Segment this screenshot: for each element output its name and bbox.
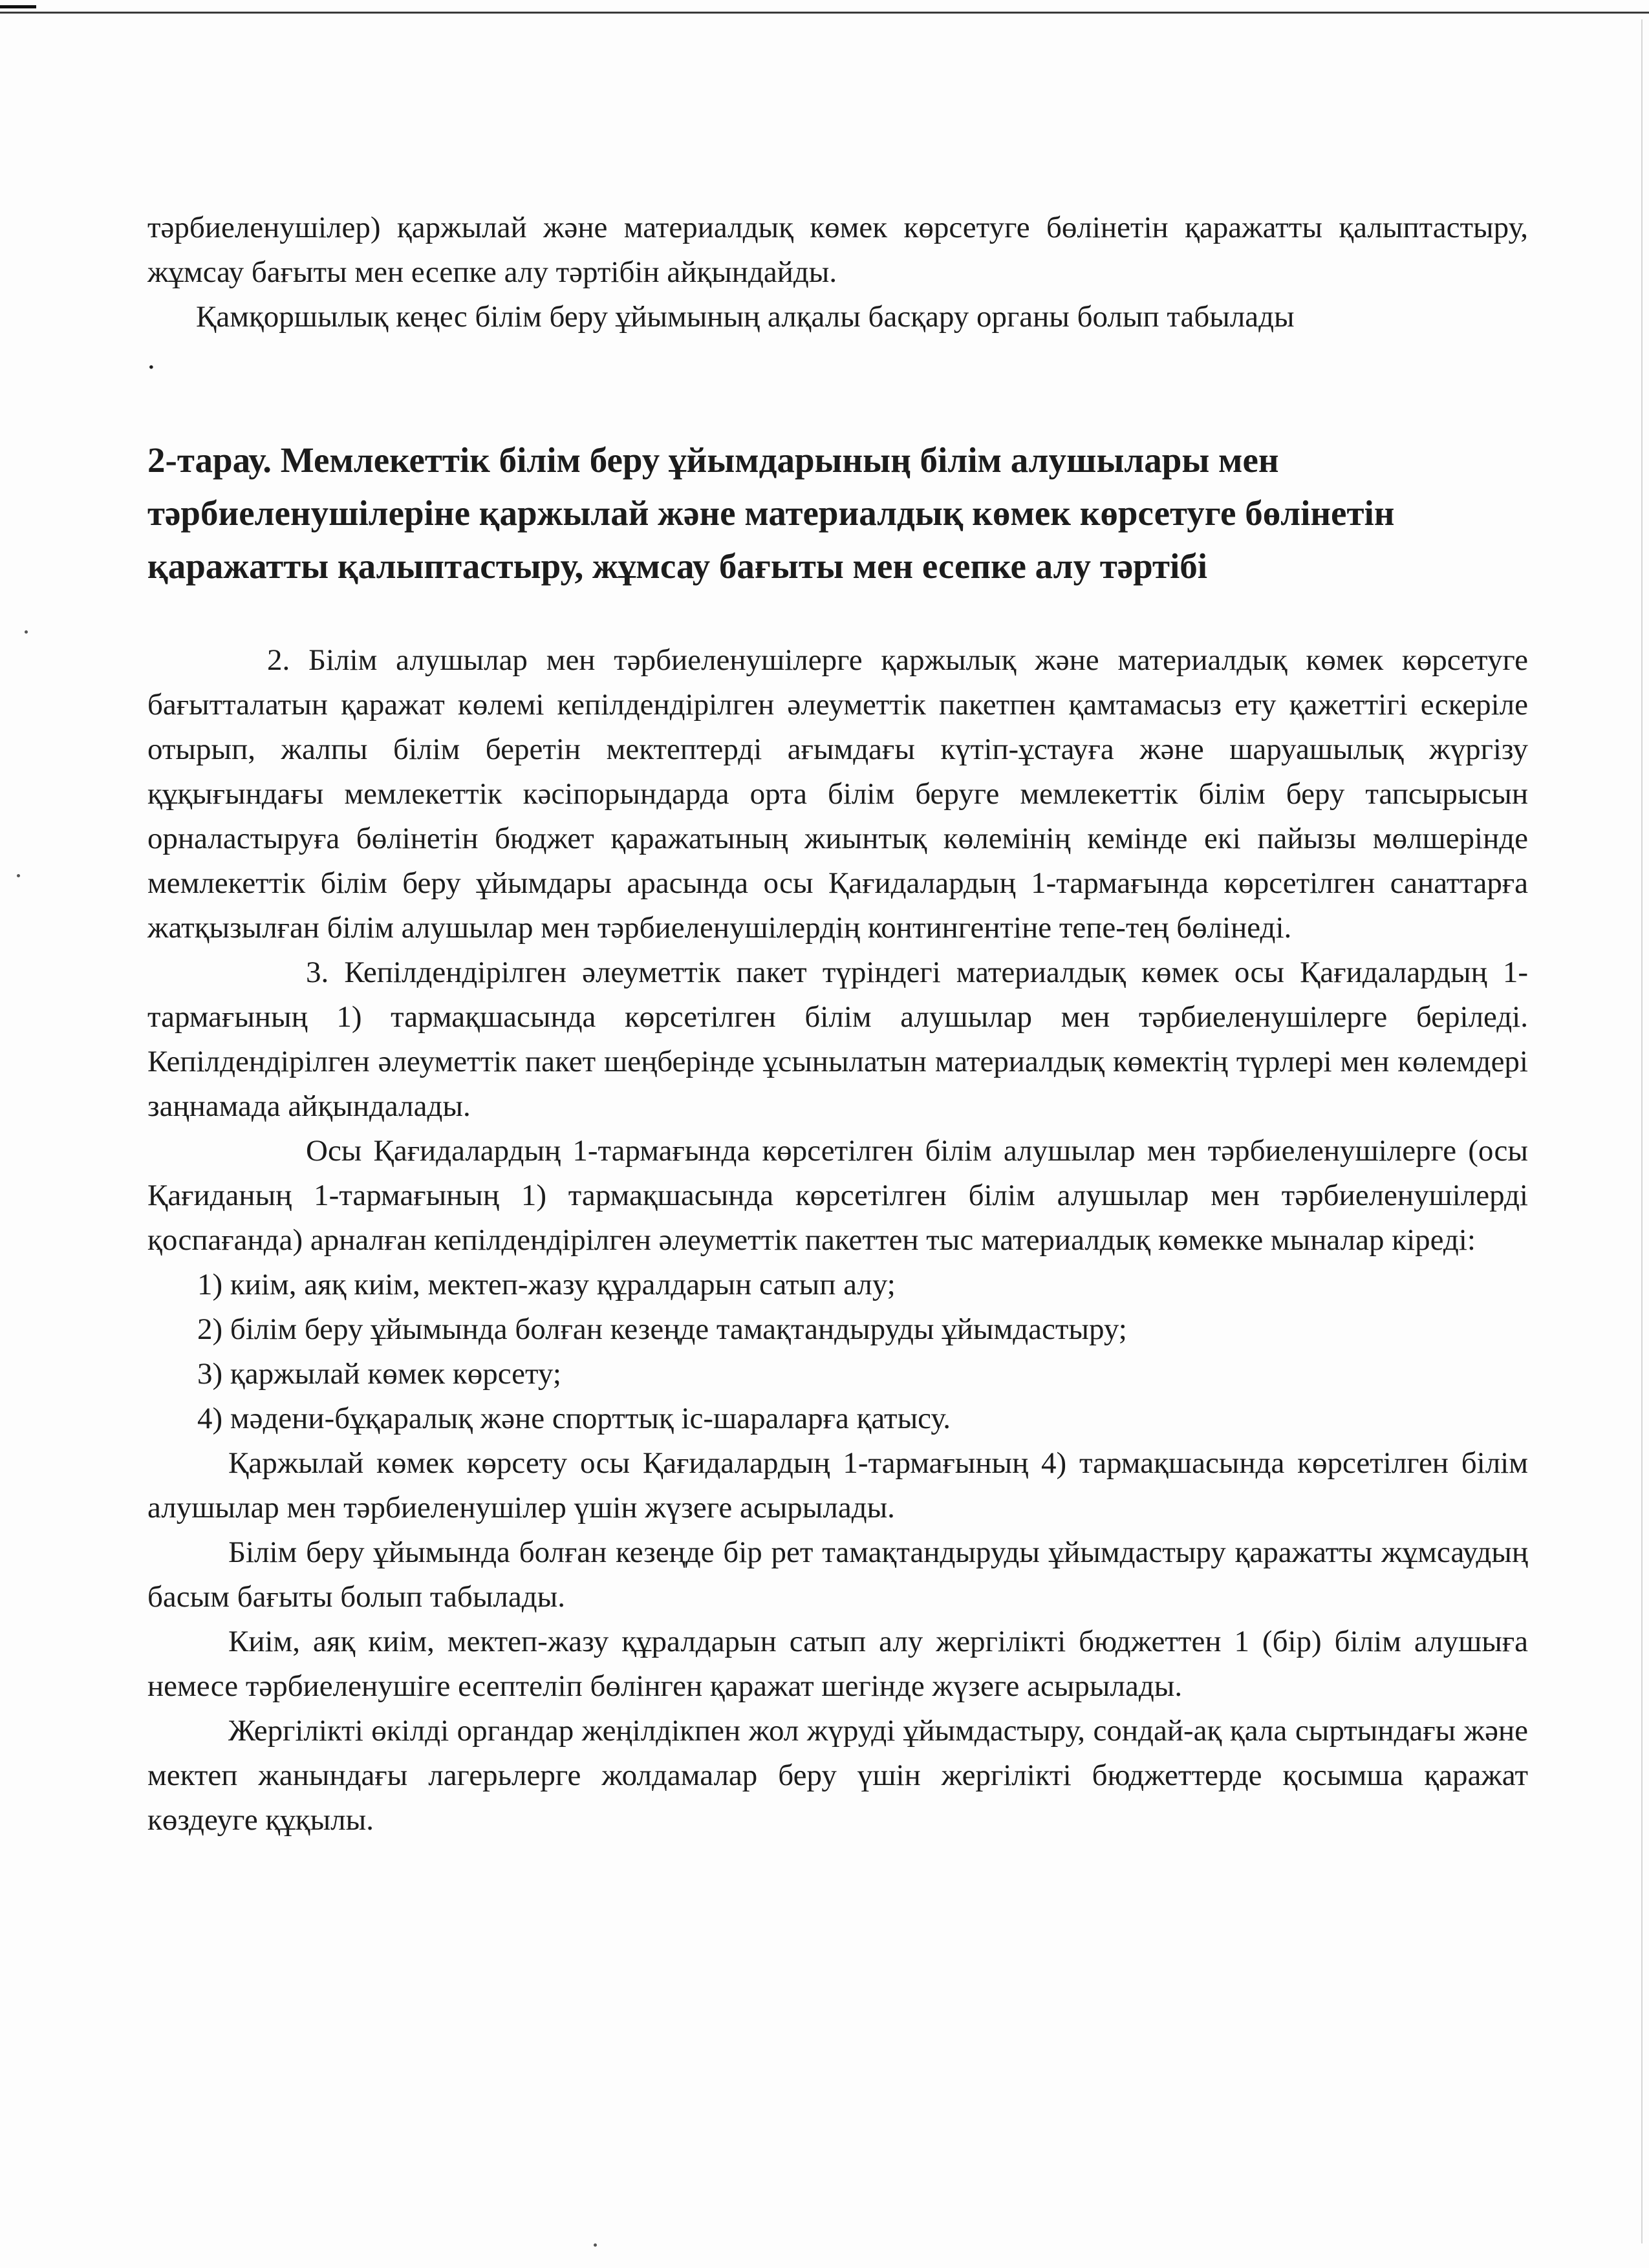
intro-continuation-paragraph: тәрбиеленушілер) қаржылай және материалдық көмек көрсетуге бөлінетін қаражатты қалыптастыру, жұмсау бағыты мен есепке алу тәртібін айқындайды. — [147, 211, 1528, 289]
list-item: 1) киім, аяқ киім, мектеп-жазу құралдарын сатып алу; — [197, 1268, 896, 1301]
scan-right-edge — [1641, 19, 1643, 2243]
scan-top-edge — [0, 12, 1649, 14]
scan-edge-mark — [0, 5, 36, 8]
scan-speck — [25, 630, 28, 634]
scan-speck — [17, 874, 20, 877]
item-2-paragraph: 2. Білім алушылар мен тәрбиеленушілерге қаржылық және материалдық көмек көрсетуге бағытталатын қаражат көлемі кепілдендірілген әлеуметтік пакетпен қамтамасыз ету қажеттігі ескеріле отырып, жалпы білім беретін мектептерді ағымдағы күтіп-ұстауға және шаруашылық жүргізу құқығындағы мемлекеттік кәсіпорындарда орта білім беруге мемлекеттік білім беру тапсырысын орналастыруға бөлінетін бюджет қаражатының жиынтық көлемінің кемінде екі пайызы мөлшерінде мемлекеттік білім беру ұйымдары арасында осы Қағидалардың 1-тармағында көрсетілген санаттарға жатқызылған білім алушылар мен тәрбиеленушілердің контингентіне тепе-тең бөлінеді. — [147, 643, 1528, 945]
council-paragraph: Қамқоршылық кеңес білім беру ұйымының алқалы басқару органы болып табылады — [196, 300, 1295, 334]
document-body — [147, 206, 1528, 1843]
item-3-continuation-paragraph: Осы Қағидалардың 1-тармағында көрсетілген білім алушылар мен тәрбиеленушілерге (осы Қағиданың 1-тармағының 1) тармақшасында көрсетілген білім алушылар мен тәрбиеленушілерді қоспағанда) арналған кепілдендірілген әлеуметтік пакеттен тыс материалдық көмекке мыналар кіреді: — [147, 1134, 1528, 1257]
council-period: . — [147, 342, 155, 376]
meals-priority-paragraph: Білім беру ұйымында болған кезеңде бір рет тамақтандыруды ұйымдастыру қаражатты жұмсаудың басым бағыты болып табылады. — [147, 1535, 1528, 1614]
item-3-paragraph: 3. Кепілдендірілген әлеуметтік пакет түріндегі материалдық көмек осы Қағидалардың 1-тармағының 1) тармақшасында көрсетілген білім алушылар мен тәрбиеленушілерге беріледі. Кепілдендірілген әлеуметтік пакет шеңберінде ұсынылатын материалдық көмектің түрлері мен көлемдері заңнамада айқындалады. — [147, 956, 1528, 1123]
financial-aid-paragraph: Қаржылай көмек көрсету осы Қағидалардың 1-тармағының 4) тармақшасында көрсетілген білім алушылар мен тәрбиеленушілер үшін жүзеге асырылады. — [147, 1446, 1528, 1524]
clothing-purchase-paragraph: Киім, аяқ киім, мектеп-жазу құралдарын сатып алу жергілікті бюджеттен 1 (бір) білім алушыға немесе тәрбиеленушіге есептеліп бөлінген қаражат шегінде жүзеге асырылады. — [147, 1625, 1528, 1703]
local-bodies-paragraph: Жергілікті өкілді органдар жеңілдікпен жол жүруді ұйымдастыру, сондай-ақ қала сыртындағы және мектеп жанындағы лагерьлерге жолдамалар беру үшін жергілікті бюджеттерде қосымша қаражат көздеуге құқылы. — [147, 1714, 1528, 1837]
list-item: 3) қаржылай көмек көрсету; — [197, 1357, 561, 1391]
scan-speck — [594, 2243, 597, 2247]
chapter-heading: 2-тарау. Мемлекеттік білім беру ұйымдарының білім алушылары мен тәрбиеленушілеріне қаржылай және материалдық көмек көрсетуге бөлінетін қаражатты қалыптастыру, жұмсау бағыты мен есепке алу тәртібі — [147, 440, 1395, 586]
list-item: 4) мәдени-бұқаралық және спорттық іс-шараларға қатысу. — [197, 1402, 951, 1435]
list-item: 2) білім беру ұйымында болған кезеңде тамақтандыруды ұйымдастыру; — [197, 1312, 1127, 1346]
material-aid-list — [147, 1263, 1528, 1441]
